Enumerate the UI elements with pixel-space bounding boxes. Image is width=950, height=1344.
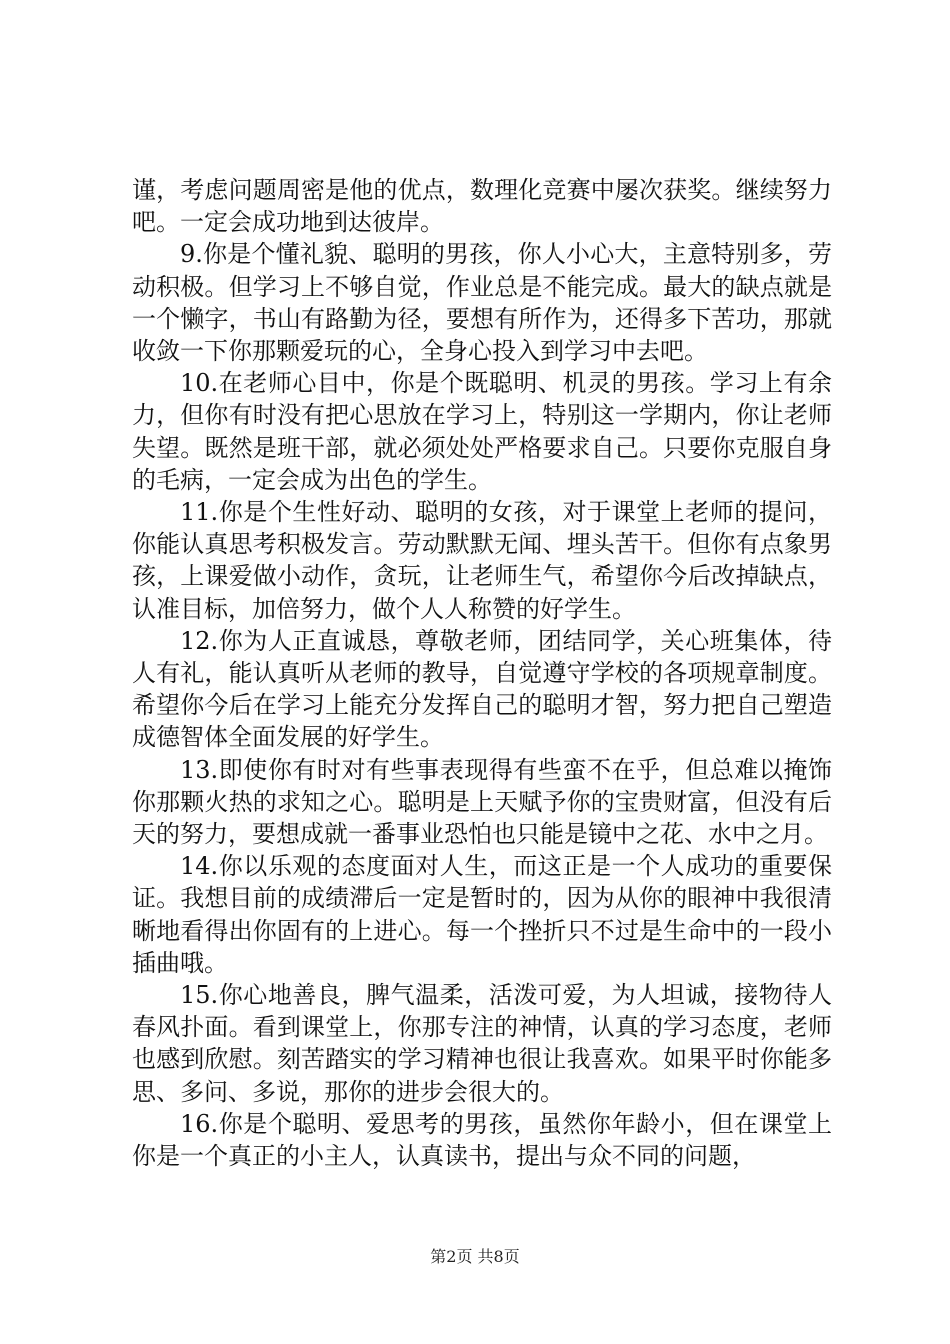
paragraph-item-14: 14.你以乐观的态度面对人生，而这正是一个人成功的重要保证。我想目前的成绩滞后一定是暂时的，因为从你的眼神中我很清晰地看得出你固有的上进心。每一个挫折只不过是生命中的一段小插曲哦。 xyxy=(132,852,832,977)
page-number-label: 第2页 共8页 xyxy=(430,1247,520,1266)
document-body xyxy=(132,174,832,1172)
paragraph-item-13: 13.即使你有时对有些事表现得有些蛮不在乎，但总难以掩饰你那颗火热的求知之心。聪明是上天赋予你的宝贵财富，但没有后天的努力，要想成就一番事业恐怕也只能是镜中之花、水中之月。 xyxy=(132,755,832,849)
paragraph-continuation: 谨，考虑问题周密是他的优点，数理化竞赛中屡次获奖。继续努力吧。一定会成功地到达彼岸。 xyxy=(132,176,832,237)
paragraph-item-9: 9.你是个懂礼貌、聪明的男孩，你人小心大，主意特别多，劳动积极。但学习上不够自觉，作业总是不能完成。最大的缺点就是一个懒字，书山有路勤为径，要想有所作为，还得多下苦功，那就收敛一下你那颗爱玩的心，全身心投入到学习中去吧。 xyxy=(132,240,832,366)
paragraph-item-12: 12.你为人正直诚恳，尊敬老师，团结同学，关心班集体，待人有礼，能认真听从老师的教导，自觉遵守学校的各项规章制度。希望你今后在学习上能充分发挥自己的聪明才智，努力把自己塑造成德智体全面发展的好学生。 xyxy=(132,626,832,752)
paragraph-item-15: 15.你心地善良，脾气温柔，活泼可爱，为人坦诚，接物待人春风扑面。看到课堂上，你那专注的神情，认真的学习态度，老师也感到欣慰。刻苦踏实的学习精神也很让我喜欢。如果平时你能多思、多问、多说，那你的进步会很大的。 xyxy=(132,981,832,1106)
paragraph-item-11: 11.你是个生性好动、聪明的女孩，对于课堂上老师的提问，你能认真思考积极发言。劳动默默无闻、埋头苦干。但你有点象男孩，上课爱做小动作，贪玩，让老师生气，希望你今后改掉缺点，认准目标，加倍努力，做个人人称赞的好学生。 xyxy=(132,498,832,623)
paragraph-item-10: 10.在老师心目中，你是个既聪明、机灵的男孩。学习上有余力，但你有时没有把心思放在学习上，特别这一学期内，你让老师失望。既然是班干部，就必须处处严格要求自己。只要你克服自身的毛病，一定会成为出色的学生。 xyxy=(132,369,832,494)
paragraph-item-16: 16.你是个聪明、爱思考的男孩，虽然你年龄小，但在课堂上你是一个真正的小主人，认真读书，提出与众不同的问题， xyxy=(132,1109,832,1171)
page-footer xyxy=(0,1244,950,1267)
